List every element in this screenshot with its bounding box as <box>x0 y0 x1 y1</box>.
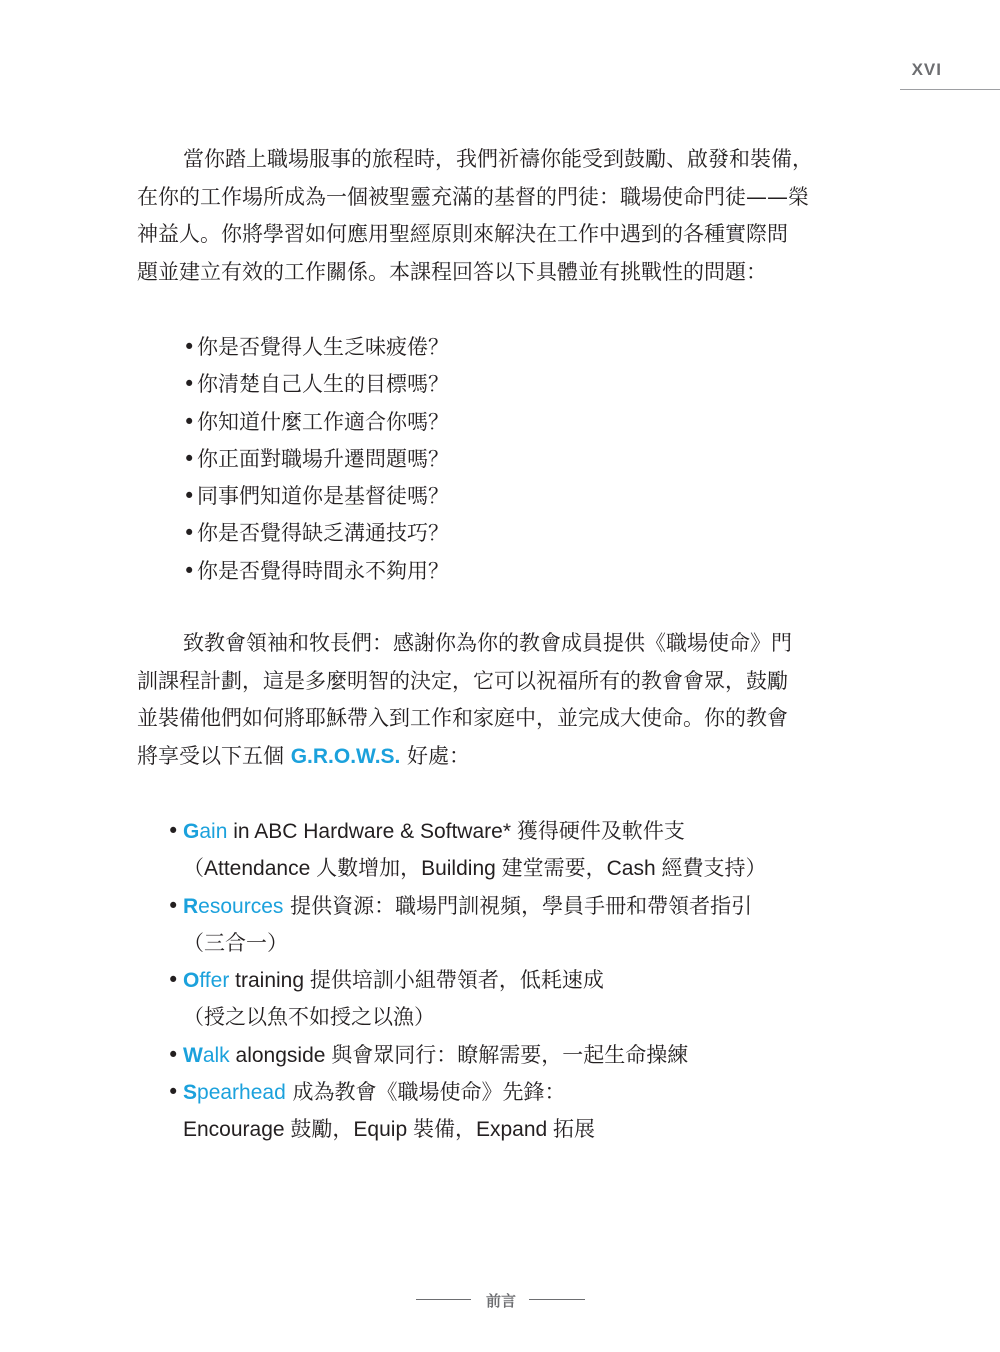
question-item <box>183 441 449 478</box>
benefits-list <box>167 813 767 1149</box>
benefit-keyword: ain <box>199 820 228 843</box>
bullet: • <box>167 1080 180 1105</box>
intro-paragraph <box>137 141 867 291</box>
benefit-text: 提供資源：職場門訓視頻，學員手冊和帶領者指引 <box>283 893 753 918</box>
benefit-keyword: alk <box>202 1043 230 1067</box>
benefit-item <box>167 1074 767 1149</box>
benefit-item <box>167 962 767 1037</box>
pastor-paragraph <box>137 625 867 775</box>
question-text: 你是否覺得時間永不夠用？ <box>197 558 449 583</box>
benefit-item <box>167 888 767 963</box>
pastor-line: 訓課程計劃，這是多麼明智的決定，它可以祝福所有的教會會眾，鼓勵 <box>137 668 788 693</box>
question-text: 你正面對職場升遷問題嗎？ <box>197 446 449 471</box>
intro-line: 神益人。你將學習如何應用聖經原則來解決在工作中遇到的各種實際問 <box>137 222 788 246</box>
bullet: • <box>183 558 196 583</box>
benefit-keyword: pearhead <box>197 1081 286 1105</box>
question-item <box>183 553 449 590</box>
footer-rule-left <box>416 1299 471 1300</box>
pastor-text: 將享受以下五個 <box>137 743 291 768</box>
benefit-continuation: （三合一） <box>183 930 288 955</box>
benefit-continuation: （Attendance 人數增加，Building 建堂需要，Cash 經費支持） <box>183 857 767 881</box>
benefit-keyword: ffer <box>199 969 230 993</box>
footer-label: 前言 <box>486 1292 517 1310</box>
bullet: • <box>183 484 196 509</box>
question-list <box>183 329 449 590</box>
benefit-initial: G <box>183 820 200 843</box>
question-item <box>183 329 449 366</box>
question-text: 你是否覺得缺乏溝通技巧？ <box>197 521 449 546</box>
benefit-initial: R <box>183 894 199 918</box>
benefit-text: in ABC Hardware & Software* 獲得硬件及軟件支 <box>227 820 685 843</box>
intro-line: 在你的工作場所成為一個被聖靈充滿的基督的門徒：職場使命門徒——榮 <box>137 184 809 209</box>
benefit-continuation: （授之以魚不如授之以漁） <box>183 1005 435 1030</box>
page-footer <box>0 1290 1000 1312</box>
benefit-text: training 提供培訓小組帶領者，低耗速成 <box>229 969 604 993</box>
bullet: • <box>167 893 180 918</box>
benefit-item <box>167 1037 767 1074</box>
question-item <box>183 515 449 552</box>
pastor-line: 致教會領袖和牧長們：感謝你為你的教會成員提供《職場使命》門 <box>183 631 792 655</box>
pastor-text: 好處： <box>400 743 471 768</box>
question-item <box>183 404 449 441</box>
intro-line: 題並建立有效的工作關係。本課程回答以下具體並有挑戰性的問題： <box>137 259 767 284</box>
benefit-text: 成為教會《職場使命》先鋒： <box>285 1080 566 1105</box>
bullet: • <box>183 372 196 397</box>
question-text: 你是否覺得人生乏味疲倦？ <box>197 335 449 359</box>
page-number-rule <box>900 89 1000 90</box>
bullet: • <box>167 1042 180 1067</box>
bullet: • <box>183 335 196 359</box>
question-text: 同事們知道你是基督徒嗎？ <box>197 484 449 509</box>
bullet: • <box>183 521 196 546</box>
question-item <box>183 478 449 515</box>
benefit-keyword: esources <box>198 894 284 918</box>
bullet: • <box>167 819 180 843</box>
pastor-last-line <box>137 738 867 776</box>
bullet: • <box>167 968 180 993</box>
bullet: • <box>183 409 196 434</box>
benefit-initial: S <box>183 1081 198 1105</box>
bullet: • <box>183 446 196 471</box>
benefit-initial: O <box>183 969 200 993</box>
page-number: XVI <box>911 60 942 79</box>
benefit-item <box>167 813 767 888</box>
pastor-line: 並裝備他們如何將耶穌帶入到工作和家庭中，並完成大使命。你的教會 <box>137 706 788 730</box>
benefit-initial: W <box>183 1043 203 1067</box>
question-text: 你知道什麼工作適合你嗎？ <box>197 409 449 434</box>
question-item <box>183 366 449 403</box>
benefit-text: alongside 與會眾同行：瞭解需要，一起生命操練 <box>229 1043 689 1067</box>
grows-acronym: G.R.O.W.S. <box>290 744 401 768</box>
question-text: 你清楚自己人生的目標嗎？ <box>197 372 449 397</box>
benefit-continuation: Encourage 鼓勵，Equip 裝備，Expand 拓展 <box>183 1118 596 1142</box>
footer-rule-right <box>529 1299 585 1300</box>
intro-line: 當你踏上職場服事的旅程時，我們祈禱你能受到鼓勵、啟發和裝備， <box>183 147 813 171</box>
